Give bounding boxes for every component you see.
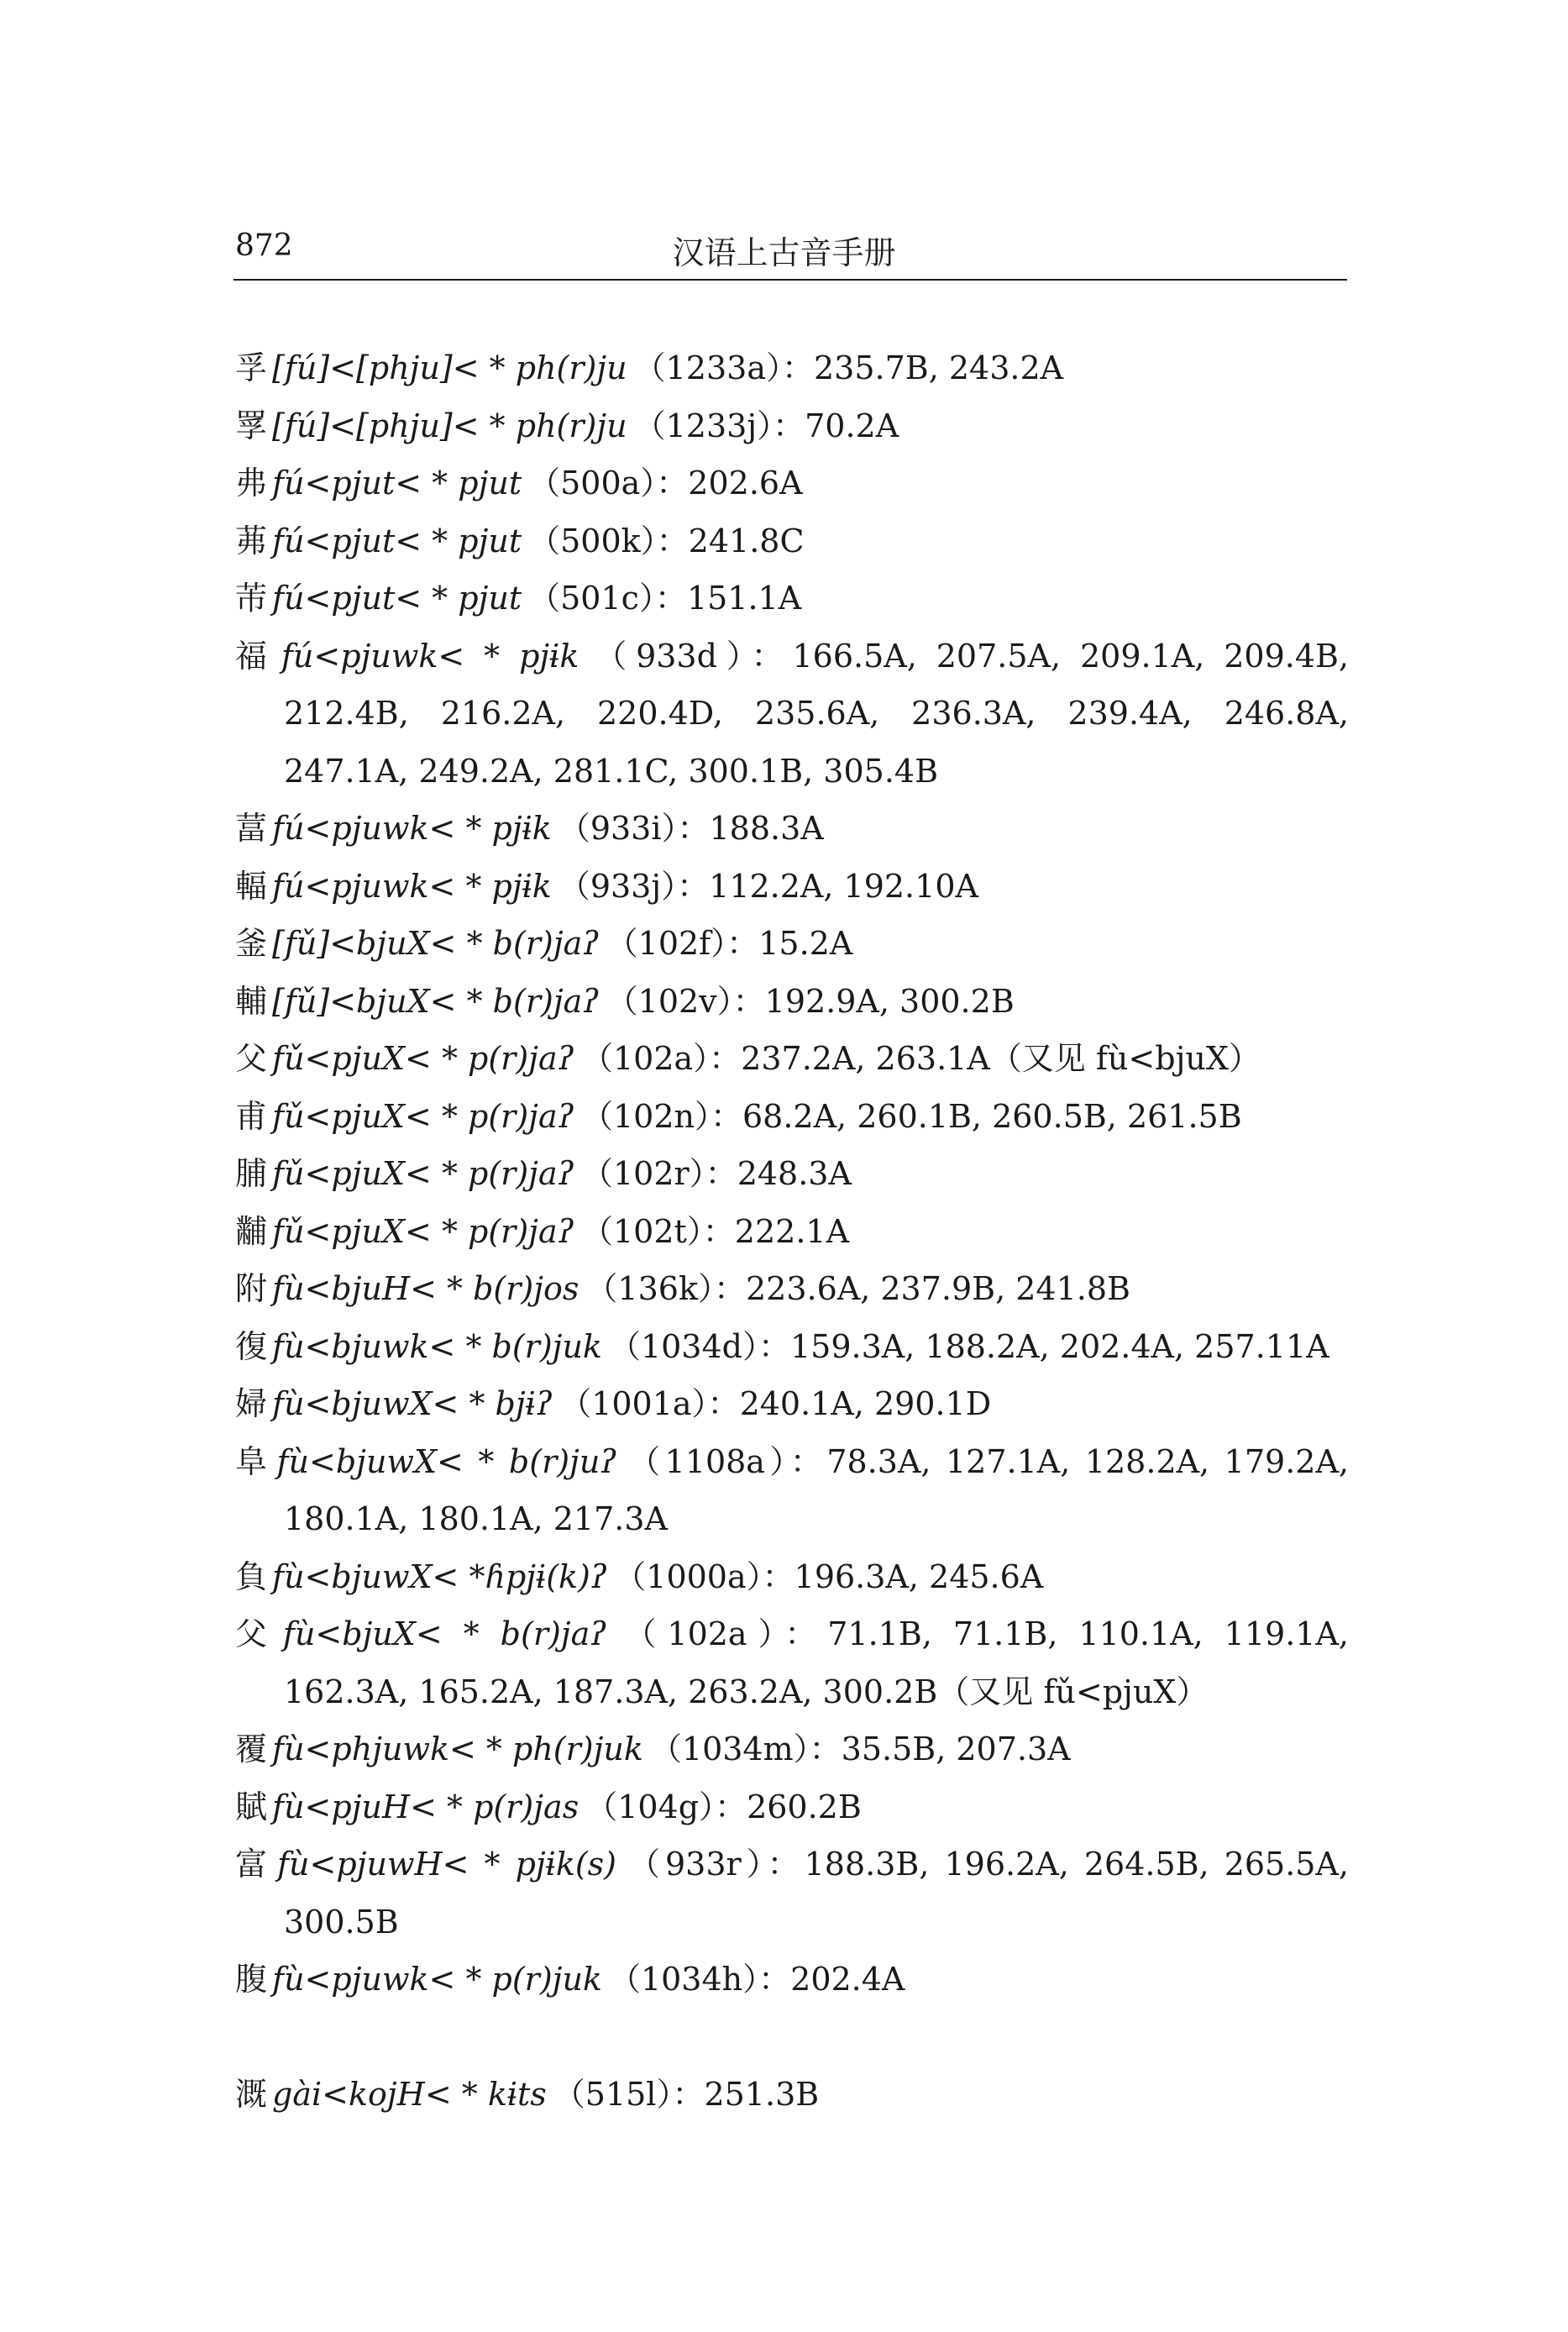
entry-character: 溉 — [235, 2075, 268, 2113]
entry-character: 附 — [235, 1270, 268, 1307]
entry — [235, 858, 1349, 916]
entry-reading: [fú]<[phju]< * ph(r)ju — [272, 349, 627, 386]
entry-locations: 237.2A, 263.1A（又见 fù<bjuX） — [741, 1040, 1261, 1077]
entry-reading: fù<pjuH< * p(r)jas — [272, 1788, 579, 1825]
entry-character: 輔 — [235, 982, 268, 1020]
entry — [235, 1088, 1349, 1146]
entry-gsr-ref: （500a）： — [528, 465, 689, 502]
entry-locations: 196.3A, 245.6A — [794, 1557, 1044, 1595]
entry-character: 葍 — [235, 810, 268, 847]
entry-gsr-ref: （102f）： — [606, 925, 759, 962]
entry-gsr-ref: （136k）： — [585, 1270, 746, 1307]
entry-reading: fú<pjut< * pjut — [272, 580, 522, 617]
entry-locations: 202.6A — [688, 465, 803, 502]
entry-locations: 251.3B — [704, 2075, 820, 2113]
entry — [235, 1260, 1349, 1318]
entry-character: 腹 — [235, 1961, 268, 1998]
entry-character: 茀 — [235, 522, 268, 559]
entry-character: 賦 — [235, 1788, 268, 1825]
entry-reading: gài<kojH< * kɨts — [272, 2075, 547, 2113]
entry-character: 覆 — [235, 1731, 268, 1767]
entry — [235, 1030, 1349, 1088]
entry-reading: [fǔ]<bjuX< * b(r)jaʔ — [272, 982, 600, 1020]
entry-gsr-ref: （102a）： — [613, 1615, 828, 1652]
entry — [235, 512, 1349, 570]
entry — [235, 1778, 1349, 1836]
entry-locations: 112.2A, 192.10A — [709, 867, 978, 905]
entry-gsr-ref: （1034m）： — [649, 1731, 842, 1767]
entry — [235, 2066, 1349, 2124]
entry — [235, 1548, 1349, 1606]
entry-list — [235, 339, 1349, 2123]
entry-gsr-ref: （102t）： — [580, 1212, 735, 1250]
entry-locations: 70.2A — [805, 407, 899, 444]
entry-character: 孚 — [235, 349, 268, 386]
entry-locations: 202.4A — [790, 1961, 905, 1998]
entry-reading: fú<pjuwk< * pjɨk — [272, 867, 552, 905]
entry-gsr-ref: （1001a）： — [559, 1385, 740, 1422]
entry-reading: fǔ<pjuX< * p(r)jaʔ — [272, 1212, 574, 1250]
entry-reading: fù<bjuwk< * b(r)juk — [272, 1327, 602, 1365]
entry-reading: fǔ<pjuX< * p(r)jaʔ — [272, 1040, 574, 1077]
entry — [235, 1203, 1349, 1261]
entry — [235, 454, 1349, 512]
entry-reading: fǔ<pjuX< * p(r)jaʔ — [272, 1155, 574, 1192]
entry-reading: fù<phjuwk< * ph(r)juk — [272, 1731, 643, 1767]
entry-character: 富 — [235, 1846, 272, 1883]
entry — [235, 1836, 1349, 1951]
entry-gsr-ref: （1233j）： — [633, 407, 805, 444]
entry-character: 甫 — [235, 1097, 268, 1135]
entry-reading: fù<bjuwX< *ɦpjɨ(k)ʔ — [272, 1557, 608, 1595]
entry-gsr-ref: （1233a）： — [633, 349, 814, 386]
entry-character: 阜 — [235, 1442, 272, 1480]
header-rule — [233, 279, 1347, 281]
entry-locations: 35.5B, 207.3A — [841, 1731, 1071, 1767]
entry-character: 福 — [235, 637, 276, 675]
entry-gsr-ref: （102n）： — [580, 1097, 742, 1135]
entry-character: 罦 — [235, 407, 268, 444]
entry-gsr-ref: （102a）： — [580, 1040, 742, 1077]
entry — [235, 973, 1349, 1031]
entry — [235, 397, 1349, 455]
page-number: 872 — [235, 228, 293, 263]
entry-locations: 241.8C — [688, 522, 805, 559]
entry-reading: fù<bjuwX< * b(r)juʔ — [276, 1442, 617, 1480]
entry-locations: 166.5A, 207.5A, 209.1A, 209.4B, 212.4B, 216.2A, 220.4D, 235.6A, 236.3A, 239.4A, 246.8A, 247.1A, 249.2A, 281.1C, 300.1B, 305.4B — [284, 637, 1350, 790]
entry-locations: 192.9A, 300.2B — [764, 982, 1015, 1020]
entry-locations: 223.6A, 237.9B, 241.8B — [745, 1270, 1130, 1307]
entry-gsr-ref: （104g）： — [585, 1788, 747, 1825]
entry-reading: fù<pjuwH< * pjɨk(s) — [276, 1846, 617, 1883]
entry-reading: fú<pjuwk< * pjɨk — [272, 810, 552, 847]
entry-reading: fú<pjuwk< * pjɨk — [281, 637, 579, 675]
entry-character: 輻 — [235, 867, 268, 905]
entry-locations: 248.3A — [737, 1155, 852, 1192]
entry-gsr-ref: （1108a）： — [623, 1442, 827, 1480]
entry-locations: 188.3A — [709, 810, 824, 847]
entry-gsr-ref: （1034d）： — [608, 1327, 790, 1365]
entry-gsr-ref: （933r）： — [623, 1846, 805, 1883]
entry-gsr-ref: （500k）： — [528, 522, 689, 559]
entry-gsr-ref: （102r）： — [580, 1155, 737, 1192]
entry-reading: fú<pjut< * pjut — [272, 522, 522, 559]
entry-gsr-ref: （933j）： — [558, 867, 710, 905]
entry — [235, 1433, 1349, 1548]
entry-character: 芾 — [235, 580, 268, 617]
entry-reading: fú<pjut< * pjut — [272, 465, 522, 502]
entry-character: 父 — [235, 1615, 278, 1652]
entry-character: 父 — [235, 1040, 268, 1077]
entry-reading: [fú]<[phju]< * ph(r)ju — [272, 407, 627, 444]
entry-character: 負 — [235, 1557, 268, 1595]
entry-locations: 151.1A — [686, 580, 802, 617]
entry-gsr-ref: （933d）： — [585, 637, 793, 675]
entry-locations: 240.1A, 290.1D — [739, 1385, 992, 1422]
entry — [235, 628, 1349, 801]
entry-locations: 71.1B, 71.1B, 110.1A, 119.1A, 162.3A, 165.2A, 187.3A, 263.2A, 300.2B（又见 fǔ<pjuX） — [284, 1615, 1349, 1710]
entry — [235, 1318, 1349, 1376]
entry-reading: fù<bjuH< * b(r)jos — [272, 1270, 579, 1307]
entry-locations: 159.3A, 188.2A, 202.4A, 257.11A — [790, 1327, 1329, 1365]
entry — [235, 1145, 1349, 1203]
entry — [235, 1605, 1349, 1720]
entry-locations: 188.3B, 196.2A, 264.5B, 265.5A, 300.5B — [284, 1846, 1349, 1941]
entry-gsr-ref: （933i）： — [558, 810, 710, 847]
entry-reading: [fǔ]<bjuX< * b(r)jaʔ — [272, 925, 600, 962]
entry — [235, 1720, 1349, 1778]
entry-locations: 68.2A, 260.1B, 260.5B, 261.5B — [742, 1097, 1242, 1135]
entry-reading: fù<bjuX< * b(r)jaʔ — [282, 1615, 607, 1652]
entry-character: 婦 — [235, 1385, 268, 1422]
entry-locations: 260.2B — [747, 1788, 862, 1825]
entry — [235, 1375, 1349, 1433]
entry-reading: fù<bjuwX< * bjɨʔ — [272, 1385, 553, 1422]
entry-locations: 15.2A — [758, 925, 853, 962]
entry-locations: 222.1A — [734, 1212, 850, 1250]
entry — [235, 570, 1349, 628]
entry-locations: 235.7B, 243.2A — [814, 349, 1064, 386]
entry — [235, 1951, 1349, 2009]
entry — [235, 915, 1349, 973]
entry-character: 脯 — [235, 1155, 268, 1192]
entry-gsr-ref: （501c）： — [528, 580, 687, 617]
entry-character: 釜 — [235, 925, 268, 962]
entry-gsr-ref: （1000a）： — [614, 1557, 794, 1595]
entry-gsr-ref: （102v）： — [606, 982, 765, 1020]
entry-locations: 78.3A, 127.1A, 128.2A, 179.2A, 180.1A, 180.1A, 217.3A — [284, 1442, 1349, 1537]
entry-reading: fǔ<pjuX< * p(r)jaʔ — [272, 1097, 574, 1135]
entry — [235, 339, 1349, 397]
entry — [235, 800, 1349, 858]
running-head: 汉语上古音手册 — [672, 234, 896, 271]
entry-reading: fù<pjuwk< * p(r)juk — [272, 1961, 602, 1998]
entry-character: 復 — [235, 1327, 268, 1365]
entry-gsr-ref: （1034h）： — [608, 1961, 791, 1998]
entry-character: 弗 — [235, 465, 268, 502]
entry-character: 黼 — [235, 1212, 268, 1250]
entry-gsr-ref: （515l）： — [553, 2075, 705, 2113]
